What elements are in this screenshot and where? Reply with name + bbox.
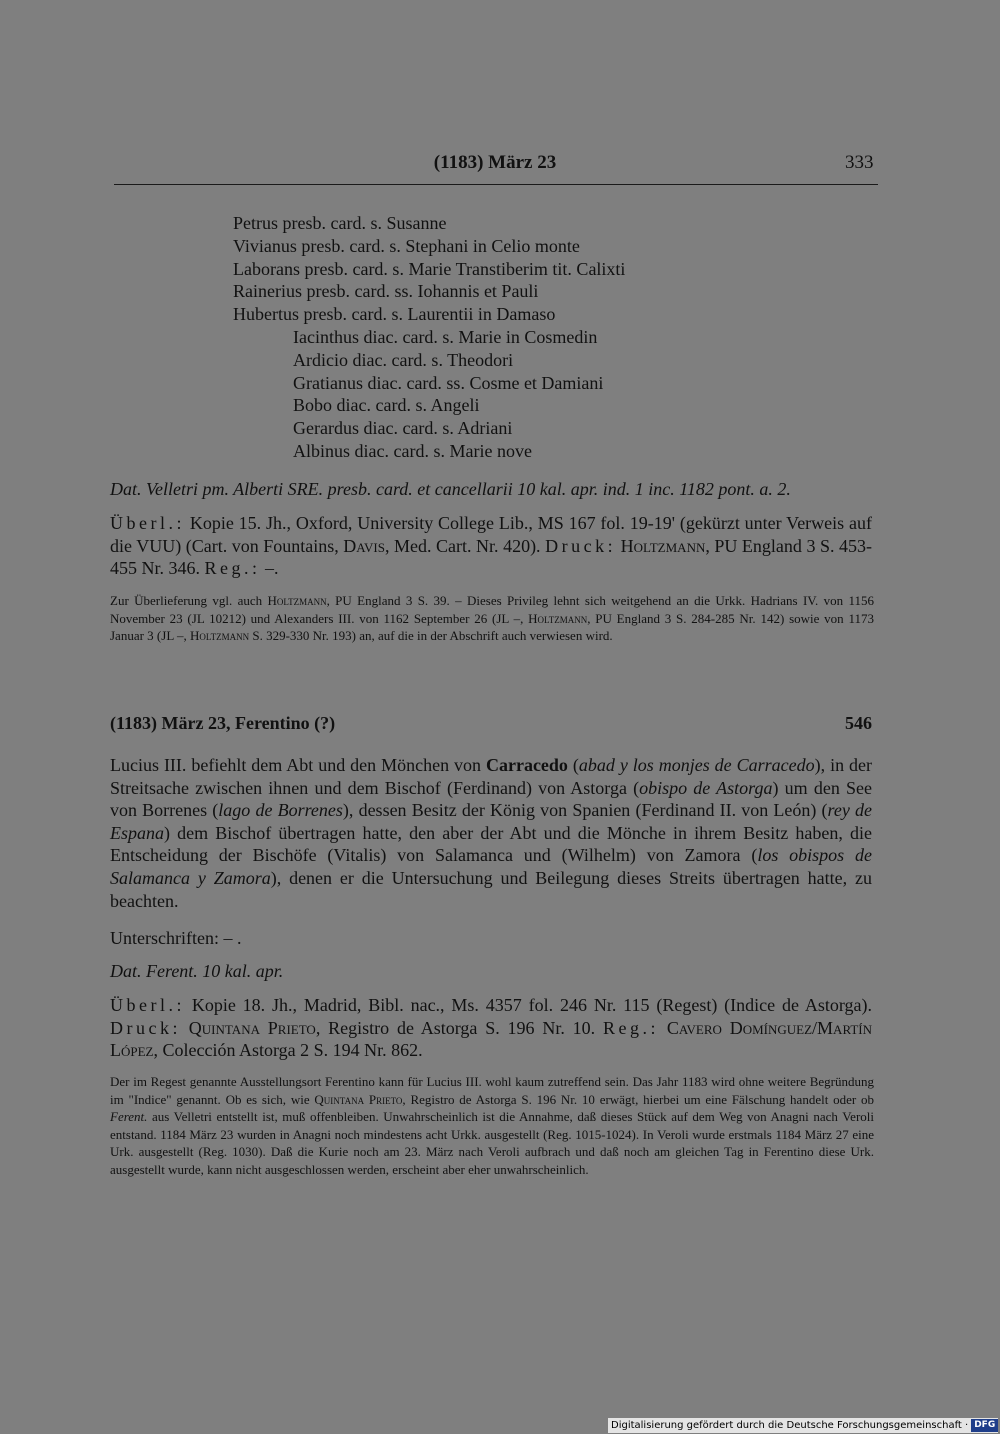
reg-text: –.: [260, 558, 279, 579]
signatory-line: Iacinthus diac. card. s. Marie in Cosmedin: [293, 326, 598, 347]
reg-text: , Colección Astorga 2 S. 194 Nr. 862.: [153, 1040, 423, 1061]
regest-italic: rey de Espana: [110, 800, 872, 843]
regest-text: ), dessen Besitz der König von Spanien (Ferdinand II. von León) (: [342, 800, 828, 821]
druck-label: Druck:: [110, 1017, 181, 1038]
regest-place-bold: Carracedo: [485, 755, 568, 775]
reg-label: Reg.:: [603, 1017, 659, 1038]
tradition-paragraph-2: [110, 994, 872, 1062]
dating-clause-2: Dat. Ferent. 10 kal. apr.: [110, 961, 284, 981]
regest-text: ), in der Streitsache zwischen ihnen und dem Bischof (Ferdinand) von Astorga (: [110, 755, 873, 798]
header-rule: [114, 184, 878, 185]
running-header-title: (1183) März 23: [433, 152, 557, 173]
regest-italic: lago de Borrenes: [218, 800, 343, 821]
signatory-line: Vivianus presb. card. s. Stephani in Celio monte: [233, 235, 580, 256]
signatory-list: [233, 212, 625, 463]
note-paragraph-1: [110, 592, 874, 645]
entry-title: (1183) März 23, Ferentino (?): [110, 713, 336, 733]
reg-label: Reg.:: [204, 558, 261, 579]
signatory-line: Ardicio diac. card. s. Theodori: [293, 349, 514, 370]
ueberl-label: Überl.:: [110, 513, 185, 533]
regest-text: ) um den See von Borrenes (: [110, 777, 872, 821]
note-text: , PU England 3 S. 284-285 Nr. 142) sowie von 1173 Januar 3 (JL –,: [110, 610, 874, 644]
author-holtzmann: Holtzmann: [267, 593, 327, 608]
note-text: , PU England 3 S. 39. – Dieses Privileg lehnt sich weitgehend an die Urkk. Hadrians IV. von 1156 November 23 (JL 10212) und Alexanders III. von 1162 September 26 (JL –,: [110, 593, 874, 626]
page-number: 333: [845, 152, 874, 173]
funding-notice: Digitalisierung gefördert durch die Deutsche Forschungsgemeinschaft ·: [611, 1420, 969, 1431]
signatory-line: Laborans presb. card. s. Marie Transtiberim tit. Calixti: [233, 258, 626, 279]
note-text: , Registro de Astorga S. 196 Nr. 10 erwägt, hierbei um eine Fälschung handelt oder ob: [402, 1091, 874, 1107]
note-text: aus Velletri entstellt ist, muß offenbleiben. Unwahrscheinlich ist die Annahme, daß dieses Stück auf dem Weg von Anagni nach Veroli entstand. 1184 März 23 wurden in Anagni noch mindestens acht Urkk. ausgestellt (Reg. 1015-1024). In Veroli wurde erstmals 1184 März 27 eine Urk. ausgestellt (Reg. 1030). Daß die Kurie noch am 23. März nach Veroli aufbrach und daß noch am gleichen Tag in Ferentino diese Urk. ausgestellt wurde, kann nicht ausgeschlossen werden, erscheint aber eher unwahrscheinlich.: [110, 1109, 874, 1177]
signatory-line: Albinus diac. card. s. Marie nove: [293, 440, 532, 461]
signatory-line: Hubertus presb. card. s. Laurentii in Damaso: [233, 304, 556, 325]
note-paragraph-2: [110, 1073, 874, 1179]
regest-italic: abad y los monjes de Carracedo: [578, 755, 815, 775]
ueberl-text: Kopie 18. Jh., Madrid, Bibl. nac., Ms. 4357 fol. 246 Nr. 115 (Regest) (Indice de Astorga).: [184, 995, 872, 1015]
regest-paragraph: [110, 754, 872, 912]
regest-italic: obispo de Astorga: [639, 777, 773, 798]
note-italic: Ferent.: [110, 1109, 148, 1125]
signatory-line: Gratianus diac. card. ss. Cosme et Damiani: [293, 372, 604, 393]
author-holtzmann: Holtzmann: [190, 628, 250, 644]
author-cavero: Cavero Domínguez/Martín López: [110, 1017, 872, 1061]
author-holtzmann: Holtzmann: [528, 610, 588, 626]
author-holtzmann: Holtzmann: [620, 535, 706, 556]
signatory-line: Rainerius presb. card. ss. Iohannis et Pauli: [233, 281, 539, 302]
druck-label: Druck:: [545, 535, 617, 556]
author-quintana: Quintana Prieto: [188, 1017, 316, 1038]
druck-text: , Registro de Astorga S. 196 Nr. 10.: [315, 1017, 603, 1038]
regest-italic: los obispos de Salamanca y Zamora: [110, 845, 872, 888]
ueberl-label: Überl.:: [110, 995, 185, 1015]
regest-text: ) dem Bischof übertragen hatte, den aber der Abt und die Mönche in ihrem Besitz haben, die Entscheidung der Bischöfe (Vitalis) von Salamanca und (Wilhelm) von Zamora (: [110, 822, 872, 866]
author-davis: Davis: [343, 535, 385, 556]
signatory-line: Petrus presb. card. s. Susanne: [233, 213, 447, 233]
signatory-line: Bobo diac. card. s. Angeli: [293, 395, 480, 416]
entry-number: 546: [845, 713, 872, 733]
dfg-footer: [608, 1418, 998, 1433]
note-text: Der im Regest genannte Ausstellungsort Ferentino kann für Lucius III. wohl kaum zutreffend sein. Das Jahr 1183 wird ohne weitere Begründung im "Indice" genannt. Ob es sich, wie: [110, 1074, 874, 1107]
note-text: S. 329-330 Nr. 193) an, auf die in der Abschrift auch verwiesen wird.: [249, 628, 613, 644]
dating-clause-1: Dat. Velletri pm. Alberti SRE. presb. card. et cancellarii 10 kal. apr. ind. 1 inc. 1182 pont. a. 2.: [110, 479, 791, 499]
signatures-line: Unterschriften: – .: [110, 928, 242, 948]
ueberl-text-2: , Med. Cart. Nr. 420).: [384, 535, 546, 556]
regest-text: (: [567, 755, 579, 775]
signatory-line: Gerardus diac. card. s. Adriani: [293, 418, 513, 439]
regest-text: ), denen er die Untersuchung und Beilegung dieses Streits übertragen hatte, zu beachten.: [110, 867, 872, 911]
note-text: Zur Überlieferung vgl. auch: [110, 593, 268, 608]
ueberl-text: Kopie 15. Jh., Oxford, University College Lib., MS 167 fol. 19-19' (gekürzt unter Verweis auf die VUU) (Cart. von Fountains,: [110, 513, 872, 556]
dfg-logo: DFG: [971, 1419, 998, 1432]
author-quintana: Quintana Prieto: [314, 1091, 403, 1107]
tradition-paragraph-1: [110, 512, 872, 580]
druck-text: , PU England 3 S. 453-455 Nr. 346.: [110, 535, 873, 579]
regest-text: Lucius III. befiehlt dem Abt und den Mönchen von: [110, 755, 486, 775]
